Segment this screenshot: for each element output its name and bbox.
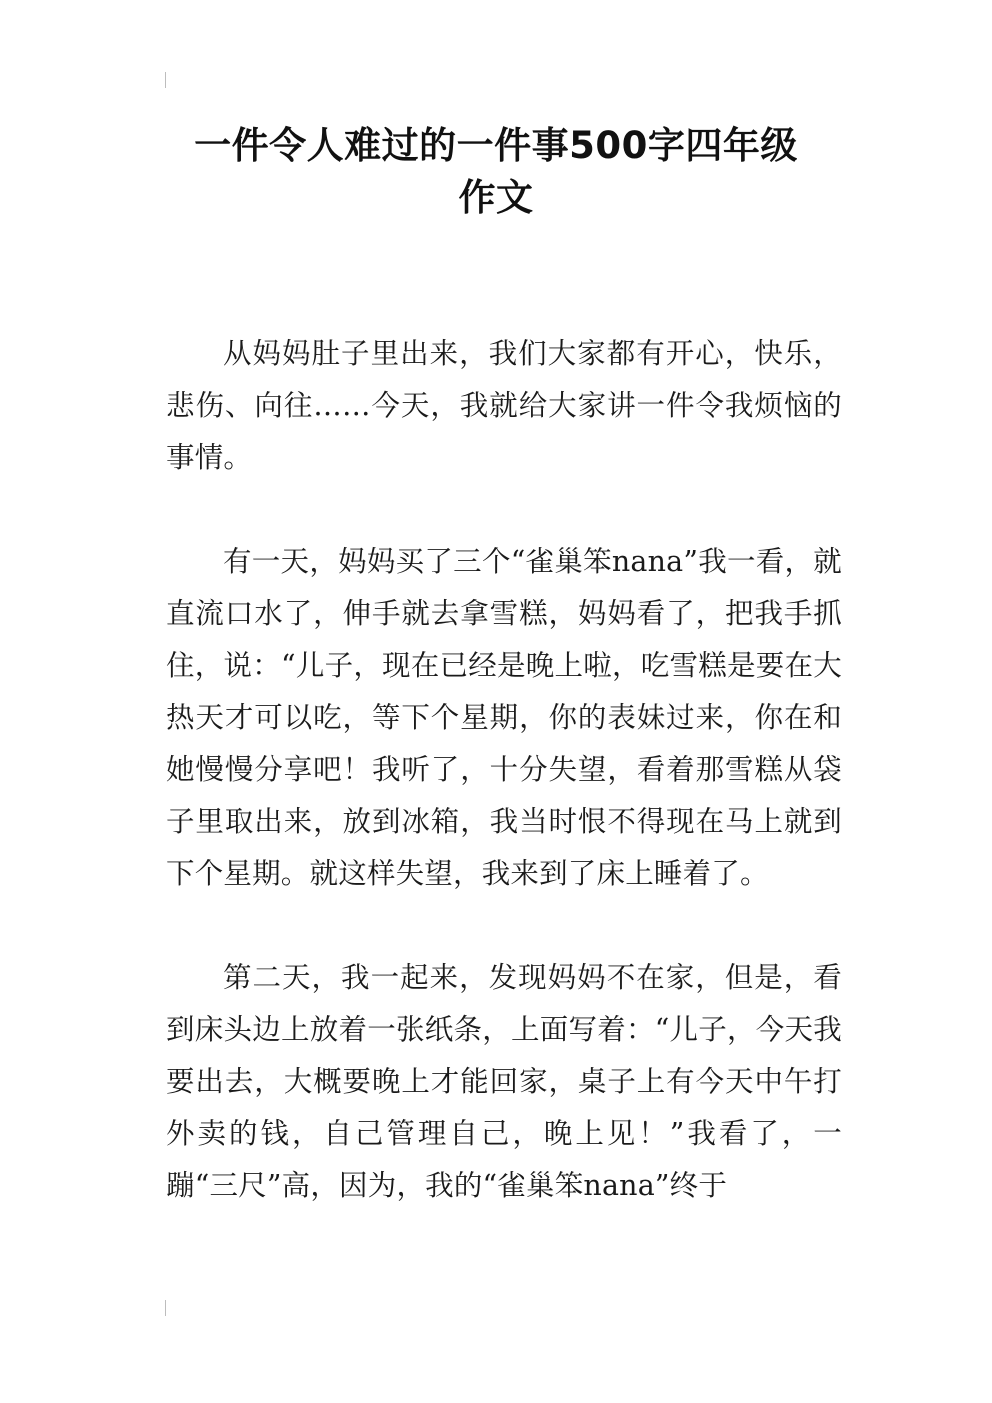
page-corner-mark-top bbox=[165, 72, 166, 88]
paragraph-2: 有一天，妈妈买了三个“雀巢笨nana”我一看，就直流口水了，伸手就去拿雪糕，妈妈看了，把我手抓住，说：“儿子，现在已经是晚上啦，吃雪糕是要在大热天才可以吃，等下个星期，你的表妹过来，你在和她慢慢分享吧！我听了，十分失望，看着那雪糕从袋子里取出来，放到冰箱，我当时恨不得现在马上就到下个星期。就这样失望，我来到了床上睡着了。 bbox=[166, 545, 842, 890]
document-title bbox=[100, 120, 892, 224]
document-title-line-2: 作文 bbox=[458, 176, 534, 219]
document-body bbox=[166, 328, 842, 1264]
paragraph-1: 从妈妈肚子里出来，我们大家都有开心，快乐，悲伤、向往……今天，我就给大家讲一件令我烦恼的事情。 bbox=[166, 337, 842, 474]
page-corner-mark-bottom bbox=[165, 1300, 166, 1316]
document-title-line-1: 一件令人难过的一件事500字四年级 bbox=[194, 124, 798, 167]
paragraph-3: 第二天，我一起来，发现妈妈不在家，但是，看到床头边上放着一张纸条，上面写着：“儿子，今天我要出去，大概要晚上才能回家，桌子上有今天中午打外卖的钱，自己管理自己，晚上见！”我看了，一蹦“三尺”高，因为，我的“雀巢笨nana”终于 bbox=[166, 961, 842, 1202]
